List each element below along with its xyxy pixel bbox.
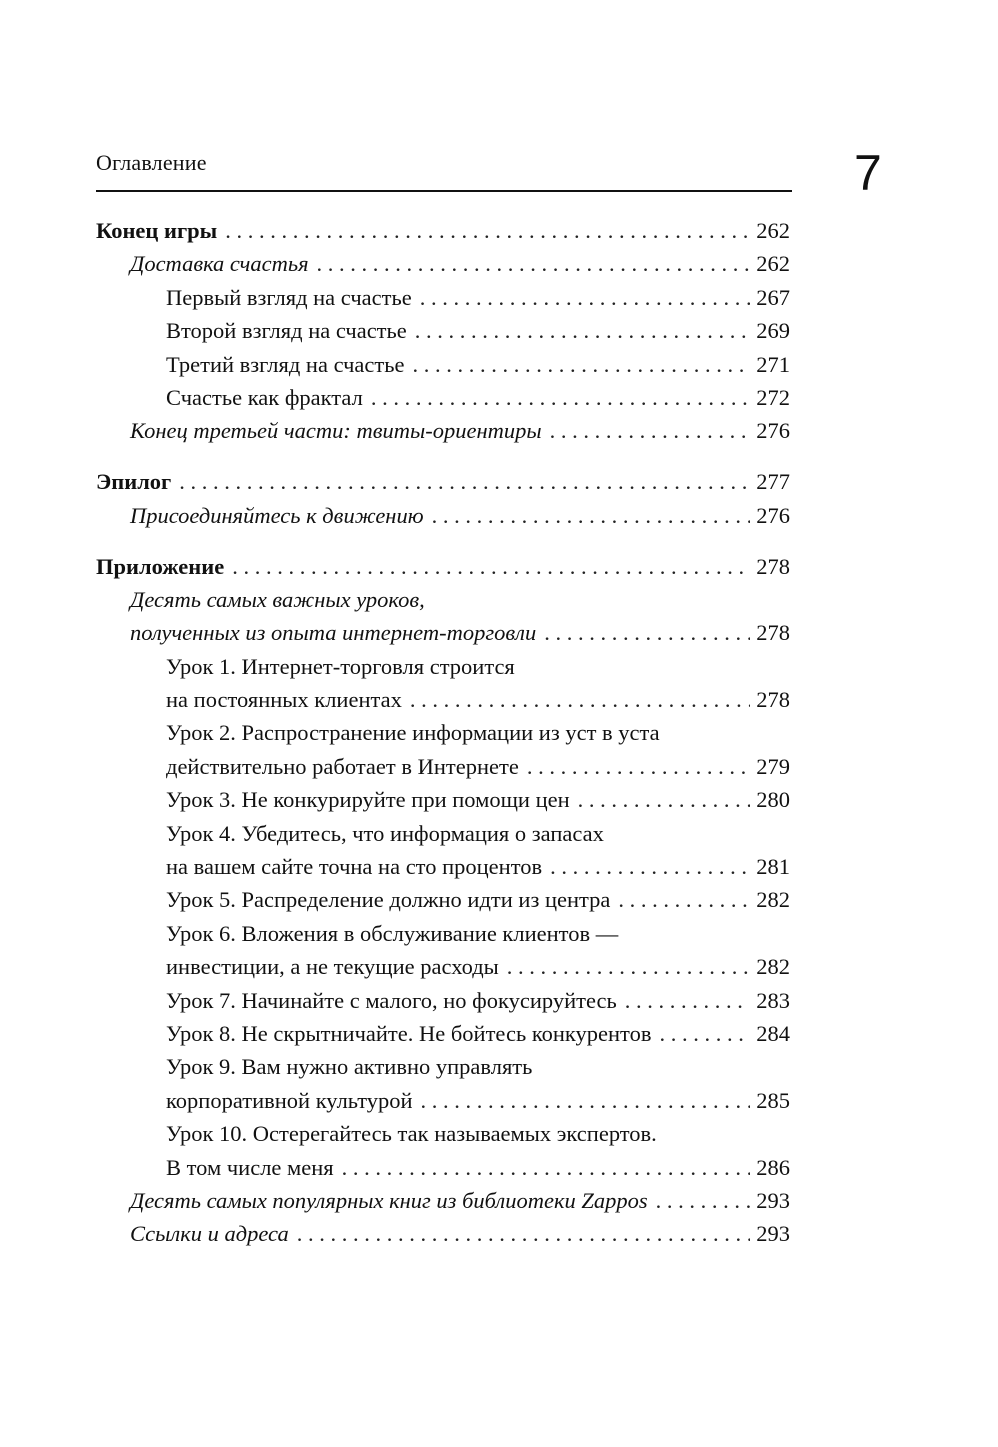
toc-entry-title: Эпилог — [96, 469, 172, 495]
toc-entry[interactable] — [96, 314, 790, 347]
toc-entry-title: Третий взгляд на счастье — [166, 351, 405, 377]
toc-line — [96, 783, 790, 816]
dot-leader — [432, 499, 750, 532]
dot-leader — [410, 683, 750, 716]
toc-line — [96, 1084, 790, 1117]
toc-line — [96, 917, 790, 950]
toc-entry-title: Доставка счастья — [130, 251, 309, 277]
toc-entry-title: Десять самых важных уроков, — [130, 586, 425, 612]
toc-entry-page: 282 — [756, 887, 790, 913]
toc-line — [96, 950, 790, 983]
toc-entry-title: Урок 7. Начинайте с малого, но фокусируйтесь — [166, 987, 617, 1013]
toc-entry[interactable] — [96, 1017, 790, 1050]
toc-line — [96, 683, 790, 716]
toc-entry-title: Урок 9. Вам нужно активно управлять — [166, 1054, 533, 1080]
toc-entry-page: 282 — [756, 954, 790, 980]
toc-entry[interactable] — [96, 917, 790, 984]
toc-entry-page: 277 — [756, 469, 790, 495]
toc-entry-page: 280 — [756, 787, 790, 813]
dot-leader — [659, 1017, 750, 1050]
toc-line — [96, 281, 790, 314]
toc-line — [96, 1117, 790, 1150]
toc-line — [96, 1050, 790, 1083]
toc-line — [96, 465, 790, 498]
dot-leader — [179, 465, 750, 498]
toc-entry-page: 293 — [756, 1221, 790, 1247]
toc-entry-page: 279 — [756, 753, 790, 779]
toc-entry[interactable] — [96, 984, 790, 1017]
toc-entry-page: 278 — [756, 687, 790, 713]
toc-entry[interactable] — [96, 465, 790, 498]
toc-entry-title: Урок 5. Распределение должно идти из центра — [166, 887, 611, 913]
toc-line — [96, 214, 790, 247]
toc-entry[interactable] — [96, 499, 790, 532]
dot-leader — [420, 281, 750, 314]
toc-entry-page: 286 — [756, 1154, 790, 1180]
toc-entry-page: 267 — [756, 284, 790, 310]
toc-entry-title: на вашем сайте точна на сто процентов — [166, 854, 543, 880]
toc-entry[interactable] — [96, 1050, 790, 1117]
toc-entry-page: 278 — [756, 553, 790, 579]
toc-line — [96, 348, 790, 381]
toc-entry-title: Урок 3. Не конкурируйте при помощи цен — [166, 787, 570, 813]
toc-line — [96, 1184, 790, 1217]
toc-entry-title: Десять самых популярных книг из библиотеки Zappos — [130, 1187, 648, 1213]
toc-entry-title: Первый взгляд на счастье — [166, 284, 412, 310]
toc-section — [96, 214, 790, 448]
toc-entry-title: Урок 8. Не скрытничайте. Не бойтесь конкурентов — [166, 1020, 652, 1046]
toc-line — [96, 1017, 790, 1050]
toc-entry-page: 276 — [756, 418, 790, 444]
toc-entry[interactable] — [96, 1184, 790, 1217]
toc-entry-page: 293 — [756, 1187, 790, 1213]
toc-entry[interactable] — [96, 650, 790, 717]
toc-entry-title: Приложение — [96, 553, 225, 579]
toc-entry-title: Конец игры — [96, 218, 218, 243]
toc-entry[interactable] — [96, 883, 790, 916]
dot-leader — [415, 314, 750, 347]
running-header — [96, 146, 792, 192]
toc-entry[interactable] — [96, 817, 790, 884]
toc-entry-page: 285 — [756, 1087, 790, 1113]
toc-entry-title: Урок 6. Вложения в обслуживание клиентов — — [166, 920, 619, 946]
toc-line — [96, 817, 790, 850]
dot-leader — [371, 381, 750, 414]
toc-line — [96, 583, 790, 616]
toc-entry-title: Урок 1. Интернет-торговля строится — [166, 653, 515, 679]
toc-entry[interactable] — [96, 414, 790, 447]
toc-entry-title: Ссылки и адреса — [130, 1221, 289, 1247]
toc-line — [96, 314, 790, 347]
dot-leader — [544, 616, 750, 649]
toc-line — [96, 381, 790, 414]
toc-entry-title: полученных из опыта интернет-торговли — [130, 620, 537, 646]
dot-leader — [578, 783, 750, 816]
dot-leader — [625, 984, 750, 1017]
toc-entry[interactable] — [96, 1217, 790, 1250]
toc-line — [96, 499, 790, 532]
toc-section — [96, 550, 790, 1251]
toc-entry-title: инвестиции, а не текущие расходы — [166, 954, 499, 980]
table-of-contents — [96, 214, 790, 1268]
toc-entry-page: 278 — [756, 620, 790, 646]
toc-entry[interactable] — [96, 583, 790, 650]
toc-entry[interactable] — [96, 783, 790, 816]
toc-entry[interactable] — [96, 1117, 790, 1184]
toc-entry-title: Конец третьей части: твиты-ориентиры — [130, 418, 542, 444]
toc-line — [96, 247, 790, 280]
toc-entry-title: Счастье как фрактал — [166, 384, 363, 410]
toc-entry-title: В том числе меня — [166, 1154, 334, 1180]
toc-entry[interactable] — [96, 348, 790, 381]
toc-entry[interactable] — [96, 716, 790, 783]
toc-line — [96, 414, 790, 447]
toc-entry-title: действительно работает в Интернете — [166, 753, 519, 779]
toc-entry[interactable] — [96, 214, 790, 247]
toc-line — [96, 616, 790, 649]
toc-entry-page: 272 — [756, 384, 790, 410]
toc-entry-page: 271 — [756, 351, 790, 377]
dot-leader — [342, 1151, 750, 1184]
page-number: 7 — [854, 145, 882, 201]
toc-line — [96, 750, 790, 783]
toc-entry[interactable] — [96, 281, 790, 314]
toc-entry-title: Урок 2. Распространение информации из уст в уста — [166, 720, 660, 746]
toc-line — [96, 883, 790, 916]
toc-entry-title: на постоянных клиентах — [166, 687, 402, 713]
dot-leader — [550, 414, 750, 447]
toc-entry-page: 284 — [756, 1020, 790, 1046]
toc-line — [96, 650, 790, 683]
toc-line — [96, 550, 790, 583]
dot-leader — [297, 1217, 750, 1250]
dot-leader — [225, 214, 750, 247]
toc-entry-title: Урок 10. Остерегайтесь так называемых экспертов. — [166, 1121, 657, 1147]
toc-entry-title: Урок 4. Убедитесь, что информация о запасах — [166, 820, 604, 846]
dot-leader — [656, 1184, 750, 1217]
toc-entry[interactable] — [96, 550, 790, 583]
toc-entry-title: Присоединяйтесь к движению — [130, 502, 424, 528]
toc-entry-page: 276 — [756, 502, 790, 528]
toc-entry-title: Второй взгляд на счастье — [166, 318, 407, 344]
toc-entry-page: 262 — [756, 251, 790, 277]
toc-entry[interactable] — [96, 381, 790, 414]
dot-leader — [317, 247, 750, 280]
dot-leader — [550, 850, 750, 883]
toc-entry-page: 262 — [756, 218, 790, 243]
dot-leader — [232, 550, 750, 583]
dot-leader — [618, 883, 750, 916]
dot-leader — [412, 348, 750, 381]
toc-line — [96, 984, 790, 1017]
dot-leader — [527, 750, 750, 783]
dot-leader — [421, 1084, 750, 1117]
toc-line — [96, 1217, 790, 1250]
toc-entry-page: 283 — [756, 987, 790, 1013]
toc-line — [96, 716, 790, 749]
running-title: Оглавление — [96, 150, 207, 175]
toc-entry-page: 269 — [756, 318, 790, 344]
toc-line — [96, 1151, 790, 1184]
toc-entry-page: 281 — [756, 854, 790, 880]
toc-section — [96, 465, 790, 532]
toc-entry[interactable] — [96, 247, 790, 280]
toc-line — [96, 850, 790, 883]
dot-leader — [507, 950, 750, 983]
toc-entry-title: корпоративной культурой — [166, 1087, 413, 1113]
